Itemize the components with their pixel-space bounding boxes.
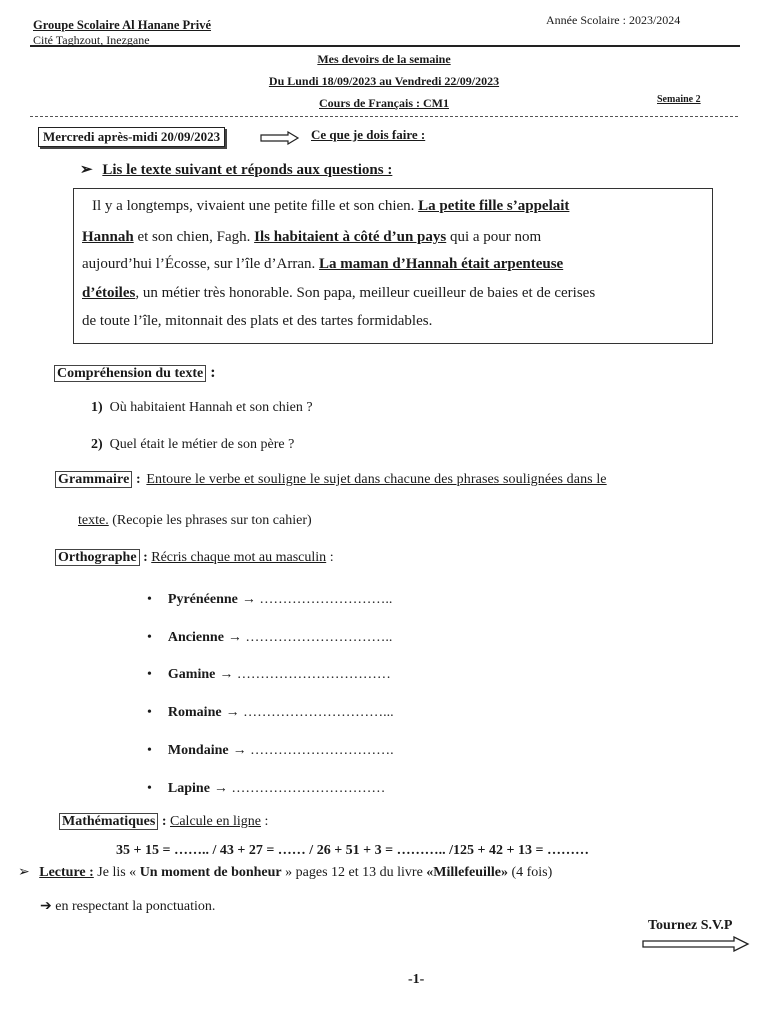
- course-title: Cours de Français : CM1: [319, 96, 449, 110]
- answer-blank: → ………………………….: [232, 743, 394, 758]
- arrow-right-icon: [642, 936, 750, 952]
- list-item: [147, 741, 394, 759]
- header-rule: [30, 45, 740, 47]
- bullet-icon: •: [147, 705, 152, 720]
- reading-task: ➢ Lecture : Je lis « Un moment de bonheur » pages 12 et 13 du livre «Millefeuille» (4 fois): [18, 865, 553, 880]
- page-number: -1-: [408, 972, 425, 987]
- question-1: 1) Où habitaient Hannah et son chien ?: [91, 400, 313, 415]
- text-line-3: aujourd’hui l’Écosse, sur l’île d’Arran. La maman d’Hannah était arpenteuse: [82, 256, 564, 272]
- spelling-word: Lapine: [167, 781, 210, 796]
- reading-instruction: ➢ Lis le texte suivant et réponds aux questions :: [80, 162, 393, 178]
- turn-page-note: Tournez S.V.P: [648, 918, 733, 933]
- list-item: [147, 628, 392, 646]
- spelling-word: Gamine: [167, 667, 216, 682]
- maths-exercise: 35 + 15 = …….. / 43 + 27 = …… / 26 + 51 + 3 = ……….. /125 + 42 + 13 = ………: [116, 843, 589, 858]
- school-name: Groupe Scolaire Al Hanane Privé: [33, 18, 212, 32]
- list-item: [147, 665, 391, 683]
- answer-blank: → ……………………………: [213, 781, 386, 796]
- bullet-icon: •: [147, 630, 152, 645]
- text-line-5: de toute l’île, mitonnait des plats et des tartes formidables.: [82, 313, 433, 329]
- bullet-icon: •: [147, 743, 152, 758]
- list-item: [147, 590, 392, 608]
- text-line-2: Hannah et son chien, Fagh. Ils habitaient à côté d’un pays qui a pour nom: [82, 229, 542, 245]
- divider: [30, 116, 738, 117]
- list-item: [147, 779, 385, 797]
- answer-blank: → ……………………………: [219, 667, 391, 682]
- maths-instruction: Mathématiques : Calcule en ligne :: [59, 814, 268, 830]
- task-heading: Ce que je dois faire :: [311, 127, 426, 142]
- spelling-word: Ancienne: [167, 630, 224, 645]
- text-line-4: d’étoiles, un métier très honorable. Son papa, meilleur cueilleur de baies et de cerises: [82, 285, 596, 301]
- spelling-word: Romaine: [167, 705, 222, 720]
- answer-blank: → …………………………..: [227, 630, 393, 645]
- reading-task-2: ➔ en respectant la ponctuation.: [40, 899, 216, 914]
- spelling-word: Pyrénéenne: [167, 592, 238, 607]
- comprehension-heading: Compréhension du texte :: [54, 364, 216, 382]
- school-year: Année Scolaire : 2023/2024: [546, 13, 681, 27]
- bullet-icon: •: [147, 781, 152, 796]
- spelling-word: Mondaine: [167, 743, 229, 758]
- list-item: [147, 703, 394, 721]
- date-range: Du Lundi 18/09/2023 au Vendredi 22/09/2023: [268, 74, 500, 88]
- bullet-icon: •: [147, 592, 152, 607]
- text-line-1: Il y a longtemps, vivaient une petite fille et son chien. La petite fille s’appelait: [92, 198, 570, 214]
- arrow-bullet-icon: ➢: [80, 162, 93, 178]
- bullet-icon: •: [147, 667, 152, 682]
- arrow-bullet-icon: ➢: [18, 865, 30, 880]
- grammar-instruction: Grammaire : Entoure le verbe et souligne le sujet dans chacune des phrases soulignées dans le: [55, 472, 607, 488]
- day-label: Mercredi après-midi 20/09/2023: [38, 127, 225, 147]
- answer-blank: → …………………………...: [225, 705, 394, 720]
- arrow-icon: ➔: [40, 899, 52, 914]
- grammar-instruction-2: texte. (Recopie les phrases sur ton cahier): [78, 513, 312, 528]
- arrow-right-icon: [260, 131, 300, 145]
- spelling-instruction: Orthographe : Récris chaque mot au masculin :: [55, 550, 334, 566]
- question-2: 2) Quel était le métier de son père ?: [91, 437, 295, 452]
- page-title: Mes devoirs de la semaine: [317, 52, 451, 66]
- week-label: Semaine 2: [657, 94, 701, 105]
- school-city: Cité Taghzout, Inezgane: [33, 33, 150, 47]
- answer-blank: → ………………………..: [241, 592, 393, 607]
